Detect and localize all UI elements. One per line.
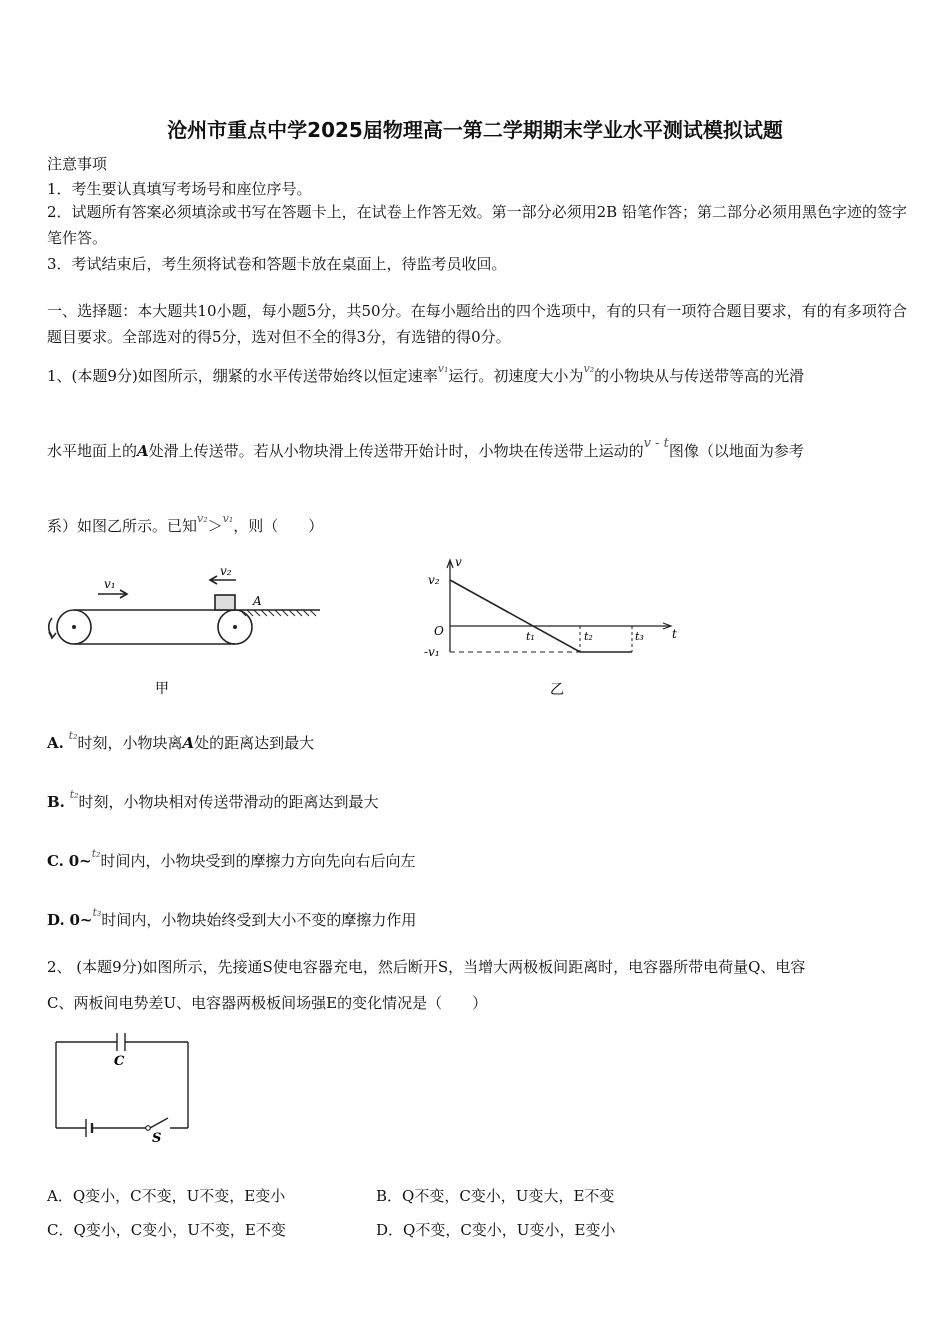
q2-option-a: A．Q变小，C不变，U不变，E变小 bbox=[47, 1187, 286, 1205]
q1-option-b bbox=[47, 788, 379, 812]
option-c-symbol: t₂ bbox=[91, 847, 101, 860]
small-block bbox=[215, 595, 235, 610]
option-a-text: 时刻，小物块离 bbox=[77, 734, 183, 752]
fig-jia-caption: 甲 bbox=[155, 681, 169, 697]
switch-contact bbox=[146, 1126, 151, 1131]
graph-origin-label: O bbox=[434, 624, 444, 638]
capacitor-circuit-figure bbox=[50, 1030, 200, 1145]
graph-t1-label: t₁ bbox=[526, 630, 535, 643]
velocity-line bbox=[450, 580, 632, 652]
right-axle bbox=[233, 625, 237, 629]
q1-option-a bbox=[47, 729, 315, 753]
option-b-text: 时刻，小物块相对传送带滑动的距离达到最大 bbox=[78, 793, 379, 811]
option-b-letter: B. bbox=[47, 793, 65, 811]
v1-symbol-compare: v₁ bbox=[222, 512, 234, 525]
option-d-text: 时间内，小物块始终受到大小不变的摩擦力作用 bbox=[101, 911, 417, 929]
q2-option-c: C．Q变小，C变小，U不变，E不变 bbox=[47, 1221, 286, 1239]
circuit-c-label: C bbox=[114, 1054, 125, 1069]
option-a-symbol: t₂ bbox=[68, 729, 78, 742]
notice-item-1: 1．考生要认真填写考场号和座位序号。 bbox=[47, 180, 312, 198]
graph-t-label: t bbox=[672, 627, 677, 641]
q2-option-b: B．Q不变，C变小，U变大，E不变 bbox=[376, 1187, 615, 1205]
fig-jia-v2: v₂ bbox=[220, 564, 232, 578]
fig-jia-v1: v₁ bbox=[104, 577, 116, 591]
option-b-symbol: t₂ bbox=[69, 788, 79, 801]
q2-line-1: 2、 (本题9分)如图所示，先接通S使电容器充电，然后断开S，当增大两极板间距离时，电容器所带电荷量Q、电容 bbox=[47, 958, 806, 976]
option-d-letter: D. bbox=[47, 911, 65, 929]
v2-symbol-compare: v₂ bbox=[197, 512, 208, 525]
q1-line-1 bbox=[47, 362, 805, 386]
page-title: 沧州市重点中学2025届物理高一第二学期期末学业水平测试模拟试题 bbox=[167, 118, 783, 142]
greater-than: ＞ bbox=[207, 517, 223, 535]
circuit-s-label: S bbox=[152, 1131, 162, 1145]
ground-hatch bbox=[240, 610, 316, 616]
fig-jia-point-a: A bbox=[253, 594, 262, 608]
notice-item-3: 3．考试结束后，考生须将试卷和答题卡放在桌面上，待监考员收回。 bbox=[47, 255, 507, 273]
section-instructions: 一、选择题：本大题共10小题，每小题5分，共50分。在每小题给出的四个选项中，有的只有一项符合题目要求，有的有多项符合题目要求。全部选对的得5分，选对但不全的得3分，有选错的得0分。 bbox=[47, 302, 907, 346]
option-d-symbol: t₃ bbox=[92, 906, 102, 919]
option-a-point: A bbox=[182, 734, 195, 752]
fig-yi-caption: 乙 bbox=[550, 682, 564, 698]
q1-line-2 bbox=[47, 436, 804, 461]
graph-t2-label: t₂ bbox=[584, 630, 593, 643]
v1-symbol: v₁ bbox=[437, 362, 449, 375]
notice-heading: 注意事项 bbox=[47, 155, 108, 173]
vt-symbol: v - t bbox=[643, 436, 669, 451]
q1-text-2a: 水平地面上的 bbox=[47, 442, 138, 460]
q2-option-d: D．Q不变，C变小，U变小，E变小 bbox=[376, 1221, 616, 1239]
option-c-letter: C. bbox=[47, 852, 64, 870]
q1-text-3a: 系）如图乙所示。已知 bbox=[47, 517, 198, 535]
option-a-text-tail: 处的距离达到最大 bbox=[194, 734, 315, 752]
conveyor-belt-figure bbox=[40, 560, 330, 700]
graph-neg-v1-label: -v₁ bbox=[424, 645, 440, 659]
switch-blade bbox=[150, 1118, 168, 1128]
notice-item-2: 2．试题所有答案必须填涂或书写在答题卡上，在试卷上作答无效。第一部分必须用2B 铅笔作答；第二部分必须用黑色字迹的签字笔作答。 bbox=[47, 203, 907, 247]
option-c-prefix: 0~ bbox=[68, 852, 92, 870]
q2-line-2: C、两板间电势差U、电容器两极板间场强E的变化情况是（ ） bbox=[47, 994, 488, 1012]
point-a-label: A bbox=[137, 442, 149, 460]
q1-text-3c: ，则（ ） bbox=[233, 517, 324, 535]
vt-graph-figure bbox=[420, 552, 690, 702]
option-d-prefix: 0~ bbox=[69, 911, 93, 929]
q1-text-1a: 1、(本题9分)如图所示，绷紧的水平传送带始终以恒定速率 bbox=[47, 367, 438, 385]
rotation-arrowhead bbox=[49, 632, 56, 638]
q1-option-d bbox=[47, 906, 417, 930]
q1-text-1b: 运行。初速度大小为 bbox=[448, 367, 584, 385]
q1-line-3 bbox=[47, 512, 324, 536]
option-c-text: 时间内，小物块受到的摩擦力方向先向右后向左 bbox=[100, 852, 416, 870]
option-a-letter: A. bbox=[47, 734, 64, 752]
q1-text-1c: 的小物块从与传送带等高的光滑 bbox=[594, 367, 805, 385]
q1-text-2c: 图像（以地面为参考 bbox=[668, 442, 804, 460]
q1-option-c bbox=[47, 847, 416, 871]
graph-v2-label: v₂ bbox=[428, 573, 440, 587]
graph-t3-label: t₃ bbox=[635, 630, 644, 643]
q1-text-2b: 处滑上传送带。若从小物块滑上传送带开始计时，小物块在传送带上运动的 bbox=[148, 442, 644, 460]
v2-symbol: v₂ bbox=[583, 362, 595, 375]
left-axle bbox=[72, 625, 76, 629]
graph-v-label: v bbox=[455, 555, 462, 569]
